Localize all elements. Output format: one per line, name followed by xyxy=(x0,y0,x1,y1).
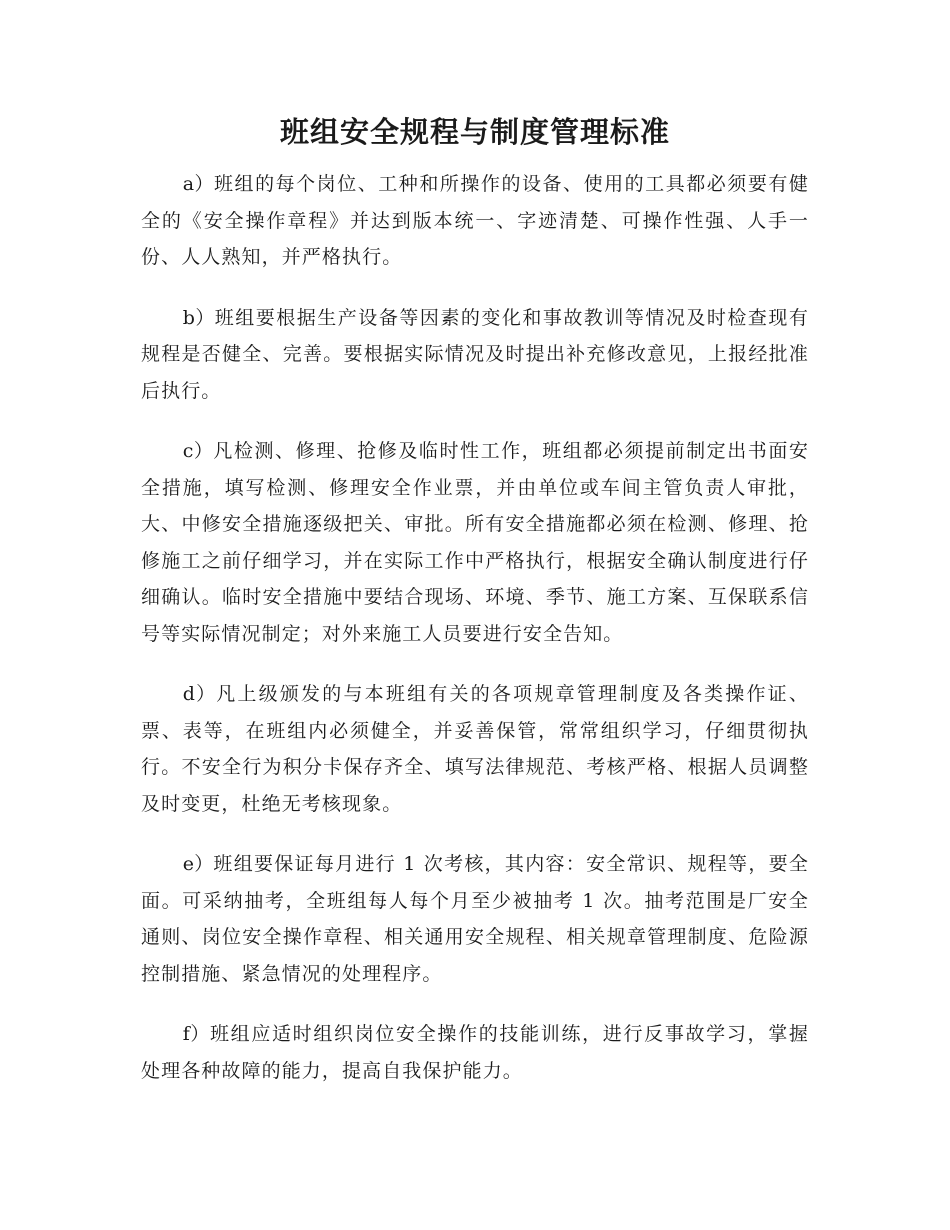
document-body xyxy=(141,166,809,1113)
paragraph-e xyxy=(141,846,809,992)
paragraph-b xyxy=(141,300,809,410)
paragraph-label: a） xyxy=(182,173,214,195)
paragraph-label: b） xyxy=(182,306,215,329)
paragraph-text: 班组要根据生产设备等因素的变化和事故教训等情况及时检查现有规程是否健全、完善。要根据实际情况及时提出补充修改意见，上报经批准后执行。 xyxy=(141,306,809,402)
paragraph-f xyxy=(141,1016,809,1089)
document-title: 班组安全规程与制度管理标准 xyxy=(279,115,670,149)
paragraph-text: 班组应适时组织岗位安全操作的技能训练，进行反事故学习，掌握处理各种故障的能力，提高自我保护能力。 xyxy=(141,1023,809,1082)
paragraph-a xyxy=(141,166,809,276)
paragraph-text: 凡上级颁发的与本班组有关的各项规章管理制度及各类操作证、票、表等，在班组内必须健全，并妥善保管，常常组织学习，仔细贯彻执行。不安全行为积分卡保存齐全、填写法律规范、考核严格、根据人员调整及时变更，杜绝无考核现象。 xyxy=(141,683,809,815)
paragraph-d xyxy=(141,676,809,822)
paragraph-label: e） xyxy=(182,853,214,875)
paragraph-text: 凡检测、修理、抢修及临时性工作，班组都必须提前制定出书面安全措施，填写检测、修理安全作业票，并由单位或车间主管负责人审批，大、中修安全措施逐级把关、审批。所有安全措施都必须在检测、修理、抢修施工之前仔细学习，并在实际工作中严格执行，根据安全确认制度进行仔细确认。临时安全措施中要结合现场、环境、季节、施工方案、互保联系信号等实际情况制定；对外来施工人员要进行安全告知。 xyxy=(141,440,809,645)
paragraph-text: 班组要保证每月进行 1 次考核，其内容：安全常识、规程等，要全面。可采纳抽考，全班组每人每个月至少被抽考 1 次。抽考范围是厂安全通则、岗位安全操作章程、相关通用安全规程、相关规章管理制度、危险源控制措施、紧急情况的处理程序。 xyxy=(141,853,809,985)
paragraph-label: d） xyxy=(182,683,217,705)
paragraph-label: c） xyxy=(182,440,214,462)
paragraph-c xyxy=(141,433,809,652)
paragraph-text: 班组的每个岗位、工种和所操作的设备、使用的工具都必须要有健全的《安全操作章程》并达到版本统一、字迹清楚、可操作性强、人手一份、人人熟知，并严格执行。 xyxy=(141,173,810,268)
paragraph-label: f） xyxy=(182,1023,210,1045)
